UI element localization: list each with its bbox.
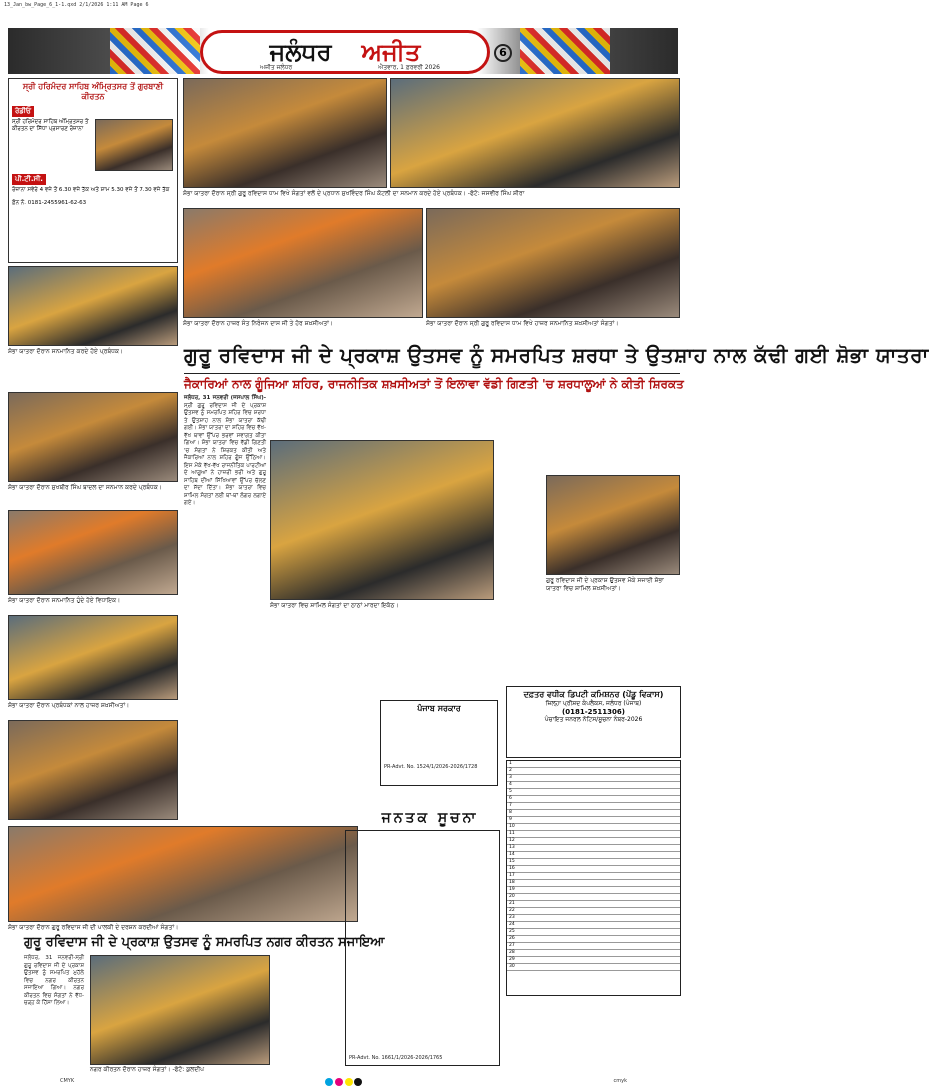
table-row: 24 <box>507 922 680 929</box>
print-color-strip <box>0 1076 687 1088</box>
main-article-body: ਸ੍ਰੀ ਗੁਰੂ ਰਵਿਦਾਸ ਜੀ ਦੇ ਪ੍ਰਕਾਸ਼ ਉਤਸਵ ਨੂੰ ਸਮਰਪਿਤ ਸ਼ਹਿਰ ਵਿਚ ਸ਼ਰਧਾ ਤੇ ਉਤਸ਼ਾਹ ਨਾਲ ਸ਼ੋਭਾ ਯਾਤਰਾ ਕੱਢੀ ਗਈ। ਸ਼ੋਭਾ ਯਾਤਰਾ ਦਾ ਸ਼ਹਿਰ ਵਿਚ ਵੱਖ-ਵੱਖ ਥਾਵਾਂ ਉੱਪਰ ਭਰਵਾਂ ਸਵਾਗਤ ਕੀਤਾ ਗਿਆ। ਸ਼ੋਭਾ ਯਾਤਰਾ ਵਿਚ ਵੱਡੀ ਗਿਣਤੀ 'ਚ ਸੰਗਤਾਂ ਨੇ ਸ਼ਿਰਕਤ ਕੀਤੀ ਅਤੇ ਜੈਕਾਰਿਆਂ ਨਾਲ ਸ਼ਹਿਰ ਗੂੰਜ ਉੱਠਿਆ। ਇਸ ਮੌਕੇ ਵੱਖ-ਵੱਖ ਰਾਜਨੀਤਿਕ ਪਾਰਟੀਆਂ ਦੇ ਆਗੂਆਂ ਨੇ ਹਾਜ਼ਰੀ ਭਰੀ ਅਤੇ ਗੁਰੂ ਸਾਹਿਬ ਦੀਆਂ ਸਿੱਖਿਆਵਾਂ ਉੱਪਰ ਚੱਲਣ ਦਾ ਸੱਦਾ ਦਿੱਤਾ। ਸ਼ੋਭਾ ਯਾਤਰਾ ਵਿਚ ਸ਼ਾਮਿਲ ਸੰਗਤਾਂ ਲਈ ਥਾਂ-ਥਾਂ ਲੰਗਰ ਲਗਾਏ ਗਏ। <box>184 402 266 506</box>
table-row: 30 <box>507 964 680 971</box>
masthead-date: ਐਤਵਾਰ, 1 ਫ਼ਰਵਰੀ 2026 <box>378 64 440 71</box>
magenta-dot-icon <box>335 1078 343 1086</box>
public-notice-footer-code: PR-Advt. No. 1661/1/2026-2026/1765 <box>349 1054 443 1061</box>
tender-notice-header <box>506 686 681 758</box>
press-notice-box <box>380 700 498 786</box>
photo-crowd <box>270 440 494 600</box>
table-row: 22 <box>507 908 680 915</box>
decorative-pattern-left <box>110 28 200 74</box>
photo-left-2 <box>8 392 178 482</box>
sidebar-title: ਸ੍ਰੀ ਹਰਿਮੰਦਰ ਸਾਹਿਬ ਅੰਮ੍ਰਿਤਸਰ ਤੋਂ ਗੁਰਬਾਣੀ ਕੀਰਤਨ <box>22 82 164 101</box>
table-row: 13 <box>507 845 680 852</box>
photo-4 <box>426 208 680 318</box>
table-row: 7 <box>507 803 680 810</box>
sidebar-text-1: ਸ੍ਰੀ ਹਰਿਮੰਦਰ ਸਾਹਿਬ ਅੰਮ੍ਰਿਤਸਰ ਤੋਂ ਕੀਰਤਨ ਦਾ ਸਿੱਧਾ ਪ੍ਰਸਾਰਣ ਰੋਜ਼ਾਨਾ <box>12 119 89 132</box>
tender-table <box>506 760 681 996</box>
masthead-edition: ਅਜੀਤ ਜਲੰਧਰ <box>260 64 293 71</box>
public-notice-title: ਜਨਤਕ ਸੂਚਨਾ <box>381 810 479 826</box>
main-article-dateline: ਜਲੰਧਰ, 31 ਜਨਵਰੀ (ਜਸਪਾਲ ਸਿੰਘ)- <box>184 395 266 401</box>
table-row: 19 <box>507 887 680 894</box>
photo-bottom <box>90 955 270 1065</box>
sidebar-text-3: ਫ਼ੋਨ ਨੰ. 0181-2455961-62-63 <box>12 200 87 206</box>
caption-1: ਸ਼ੋਭਾ ਯਾਤਰਾ ਦੌਰਾਨ ਸ੍ਰੀ ਗੁਰੂ ਰਵਿਦਾਸ ਧਾਮ ਵਿਖੇ ਸੰਗਤਾਂ ਵਲੋਂ ਦੇ ਪ੍ਰਧਾਨ ਸੁਖਵਿੰਦਰ ਸਿੰਘ ਕੋਟਲੀ ਦਾ ਸਨਮਾਨ ਕਰਦੇ ਹੋਏ ਪ੍ਰਬੰਧਕ। -ਫੋਟੋ: ਜਸਵੀਰ ਸਿੰਘ ਸ਼ੀਰਾ <box>183 190 525 197</box>
table-row: 27 <box>507 943 680 950</box>
photo-3 <box>183 208 423 318</box>
photo-left-1 <box>8 266 178 346</box>
table-row: 16 <box>507 866 680 873</box>
caption-3: ਸ਼ੋਭਾ ਯਾਤਰਾ ਦੌਰਾਨ ਸ੍ਰੀ ਗੁਰੂ ਰਵਿਦਾਸ ਧਾਮ ਵਿਖੇ ਹਾਜ਼ਰ ਸਨਮਾਨਿਤ ਸ਼ਖ਼ਸੀਅਤਾਂ ਸੰਗਤਾਂ। <box>426 320 619 327</box>
table-row: 10 <box>507 824 680 831</box>
table-row: 12 <box>507 838 680 845</box>
caption-11: ਨਗਰ ਕੀਰਤਨ ਦੌਰਾਨ ਹਾਜ਼ਰ ਸੰਗਤਾਂ। -ਫੋਟੋ: ਕੁਲਦੀਪ <box>90 1066 204 1073</box>
masthead-title-city: ਜਲੰਧਰ <box>269 38 332 66</box>
photo-left-3 <box>8 510 178 595</box>
table-row: 9 <box>507 817 680 824</box>
table-row: 3 <box>507 775 680 782</box>
table-row: 15 <box>507 859 680 866</box>
photo-left-6 <box>8 826 358 922</box>
sidebar-kirtan-box <box>8 78 178 263</box>
table-row: 14 <box>507 852 680 859</box>
table-row: 21 <box>507 901 680 908</box>
table-row: 6 <box>507 796 680 803</box>
public-notice-box <box>345 830 500 1066</box>
sidebar-text-2: ਰੋਜ਼ਾਨਾ ਸਵੇਰੇ 4 ਵਜੇ ਤੋਂ 6.30 ਵਜੇ ਤੱਕ ਅਤੇ ਸ਼ਾਮ 5.30 ਵਜੇ ਤੋਂ 7.30 ਵਜੇ ਤੱਕ <box>12 187 170 193</box>
table-row: 29 <box>507 957 680 964</box>
caption-4: ਸ਼ੋਭਾ ਯਾਤਰਾ ਦੌਰਾਨ ਸਨਮਾਨਿਤ ਕਰਦੇ ਹੋਏ ਪ੍ਰਬੰਧਕ। <box>8 348 124 355</box>
yellow-dot-icon <box>345 1078 353 1086</box>
black-dot-icon <box>354 1078 362 1086</box>
tender-subtitle: ਜ਼ਿਲ੍ਹਾ ਪ੍ਰੀਸ਼ਦ ਕੰਪਲੈਕਸ, ਜਲੰਧਰ (ਪੰਜਾਬ) <box>545 700 642 707</box>
main-headline: ਗੁਰੂ ਰਵਿਦਾਸ ਜੀ ਦੇ ਪ੍ਰਕਾਸ਼ ਉਤਸਵ ਨੂੰ ਸਮਰਪਿਤ ਸ਼ਰਧਾ ਤੇ ਉਤਸ਼ਾਹ ਨਾਲ ਕੱਢੀ ਗਈ ਸ਼ੋਭਾ ਯਾਤਰਾ <box>184 343 929 367</box>
table-row: 5 <box>507 789 680 796</box>
table-row: 23 <box>507 915 680 922</box>
table-row: 1 <box>507 761 680 768</box>
tender-table-rows <box>507 761 680 971</box>
second-headline: ਗੁਰੂ ਰਵਿਦਾਸ ਜੀ ਦੇ ਪ੍ਰਕਾਸ਼ ਉਤਸਵ ਨੂੰ ਸਮਰਪਿਤ ਨਗਰ ਕੀਰਤਨ ਸਜਾਇਆ <box>24 935 385 950</box>
main-subheadline: ਜੈਕਾਰਿਆਂ ਨਾਲ ਗੂੰਜਿਆ ਸ਼ਹਿਰ, ਰਾਜਨੀਤਿਕ ਸ਼ਖ਼ਸੀਅਤਾਂ ਤੋਂ ਇਲਾਵਾ ਵੱਡੀ ਗਿਣਤੀ 'ਚ ਸ਼ਰਧਾਲੂਆਂ ਨੇ ਕੀਤੀ ਸ਼ਿਰਕਤ <box>184 377 684 391</box>
photo-1 <box>183 78 387 188</box>
table-row: 2 <box>507 768 680 775</box>
table-row: 11 <box>507 831 680 838</box>
second-article-body: ਜਲੰਧਰ, 31 ਜਨਵਰੀ-ਸ੍ਰੀ ਗੁਰੂ ਰਵਿਦਾਸ ਜੀ ਦੇ ਪ੍ਰਕਾਸ਼ ਉਤਸਵ ਨੂੰ ਸਮਰਪਿਤ ਮੁਹੱਲੇ ਵਿਚ ਨਗਰ ਕੀਰਤਨ ਸਜਾਇਆ ਗਿਆ। ਨਗਰ ਕੀਰਤਨ ਵਿਚ ਸੰਗਤਾਂ ਨੇ ਵੱਧ-ਚੜ੍ਹ ਕੇ ਹਿੱਸਾ ਲਿਆ। <box>24 955 84 1006</box>
table-row: 4 <box>507 782 680 789</box>
table-row: 17 <box>507 873 680 880</box>
press-notice-title: ਪੰਜਾਬ ਸਰਕਾਰ <box>417 704 461 713</box>
color-label-right: cmyk <box>613 1078 627 1084</box>
caption-9: ਸ਼ੋਭਾ ਯਾਤਰਾ ਦੌਰਾਨ ਸਨਮਾਨਿਤ ਹੁੰਦੇ ਹੋਏ ਵਿਧਾਇਕ। <box>8 597 121 604</box>
table-row: 18 <box>507 880 680 887</box>
caption-10: ਸ਼ੋਭਾ ਯਾਤਰਾ ਦੌਰਾਨ ਪ੍ਰਬੰਧਕਾਂ ਨਾਲ ਹਾਜ਼ਰ ਸ਼ਖ਼ਸੀਅਤਾਂ। <box>8 702 130 709</box>
table-row: 8 <box>507 810 680 817</box>
print-info-line: 13_Jan_bw_Page_6_1-1.qxd 2/1/2026 1:11 AM Page 6 <box>4 2 149 8</box>
decorative-pattern-right <box>520 28 610 74</box>
masthead-title-paper: ਅਜੀਤ <box>361 38 421 66</box>
caption-6: ਸ਼ੋਭਾ ਯਾਤਰਾ ਵਿਚ ਸ਼ਾਮਿਲ ਸੰਗਤਾਂ ਦਾ ਠਾਠਾਂ ਮਾਰਦਾ ਇਕੱਠ। <box>270 602 399 609</box>
golden-temple-photo <box>95 119 173 171</box>
cyan-dot-icon <box>325 1078 333 1086</box>
press-notice-code: PR-Advt. No. 1524/1/2026-2026/1728 <box>384 764 478 770</box>
table-row: 20 <box>507 894 680 901</box>
photo-right-1 <box>546 475 680 575</box>
caption-5: ਸ਼ੋਭਾ ਯਾਤਰਾ ਦੌਰਾਨ ਸੁਖਬੀਰ ਸਿੰਘ ਬਾਦਲ ਦਾ ਸਨਮਾਨ ਕਰਦੇ ਪ੍ਰਬੰਧਕ। <box>8 484 162 491</box>
masthead-subline <box>260 64 440 72</box>
page-number: 6 <box>494 44 512 62</box>
table-row: 26 <box>507 936 680 943</box>
table-row: 25 <box>507 929 680 936</box>
photo-left-4 <box>8 615 178 700</box>
tender-phone: (0181-2511306) <box>562 708 625 716</box>
main-article-col-1 <box>184 395 266 595</box>
caption-8: ਗੁਰੂ ਰਵਿਦਾਸ ਜੀ ਦੇ ਪ੍ਰਕਾਸ਼ ਉਤਸਵ ਮੌਕੇ ਸਜਾਈ ਸ਼ੋਭਾ ਯਾਤਰਾ ਵਿਚ ਸ਼ਾਮਿਲ ਸ਼ਖ਼ਸੀਅਤਾਂ। <box>546 577 664 592</box>
sidebar-tag-radio: ਰੇਡੀਓ <box>12 106 34 117</box>
tender-line: ਪੰਚਾਇਤ ਜਨਰਲ ਨੋਟਿਸ/ਸੂਚਨਾ ਨੰਬਰ-2026 <box>544 716 643 723</box>
divider-line <box>184 373 680 374</box>
tender-title: ਦਫ਼ਤਰ ਵਧੀਕ ਡਿਪਟੀ ਕਮਿਸ਼ਨਰ (ਪੇਂਡੂ ਵਿਕਾਸ) <box>523 690 664 699</box>
photo-2 <box>390 78 680 188</box>
caption-7: ਸ਼ੋਭਾ ਯਾਤਰਾ ਦੌਰਾਨ ਗੁਰੂ ਰਵਿਦਾਸ ਜੀ ਦੀ ਪਾਲਕੀ ਦੇ ਦਰਸ਼ਨ ਕਰਦੀਆਂ ਸੰਗਤਾਂ। <box>8 924 179 931</box>
table-row: 28 <box>507 950 680 957</box>
sidebar-tag-ptc: ਪੀ.ਟੀ.ਸੀ. <box>12 174 46 185</box>
caption-2: ਸ਼ੋਭਾ ਯਾਤਰਾ ਦੌਰਾਨ ਹਾਜ਼ਰ ਸੰਤ ਨਿਰੰਜਨ ਦਾਸ ਜੀ ਤੇ ਹੋਰ ਸ਼ਖ਼ਸੀਅਤਾਂ। <box>183 320 333 327</box>
color-label-left: CMYK <box>60 1078 75 1084</box>
photo-left-5 <box>8 720 178 820</box>
